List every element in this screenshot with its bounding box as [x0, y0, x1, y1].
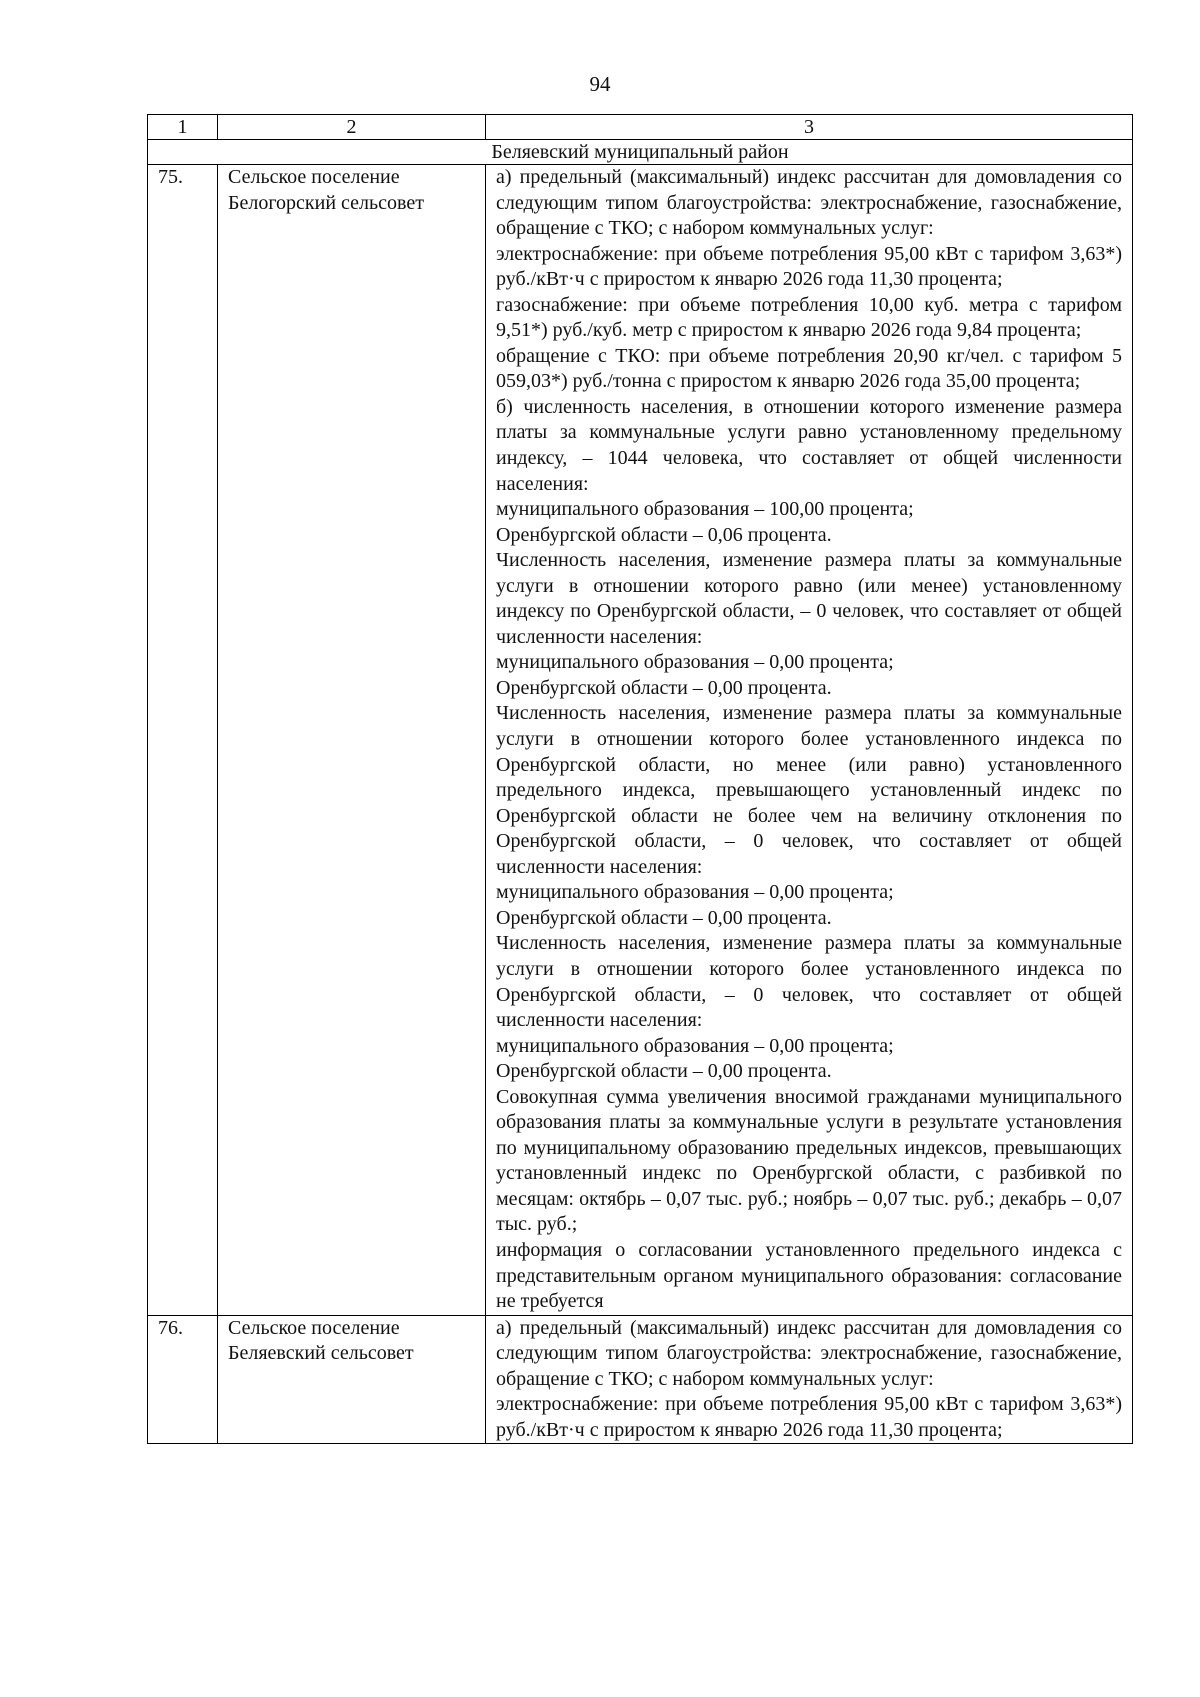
description-paragraph: а) предельный (максимальный) индекс рассчитан для домовладения со следующим типом благоустройства: электроснабжение, газоснабжение, обращение с ТКО; с набором коммунальных услуг:	[496, 1316, 1122, 1390]
header-col-1: 1	[148, 115, 218, 140]
settlement-name-line: Сельское поселение	[228, 1316, 400, 1339]
indices-table	[147, 114, 1133, 1444]
description-paragraph: муниципального образования – 0,00 процента;	[496, 651, 894, 674]
header-col-3: 3	[486, 115, 1133, 140]
region-title: Беляевский муниципальный район	[148, 140, 1133, 165]
description-paragraphs	[496, 1316, 1122, 1444]
description-paragraph: муниципального образования – 0,00 процента;	[496, 881, 894, 904]
description-paragraph: информация о согласовании установленного предельного индекса с представительным органом муниципального образования: согласование не требуется	[496, 1238, 1122, 1313]
description-paragraph: Численность населения, изменение размера платы за коммунальные услуги в отношении которого равно (или менее) установленному индексу по Оренбургской области, – 0 человек, что составляет от общей численности населения:	[496, 549, 1122, 648]
settlement-name	[218, 165, 486, 1316]
description-paragraph: Оренбургской области – 0,00 процента.	[496, 1060, 832, 1083]
table-row	[148, 165, 1133, 1316]
description-paragraph: газоснабжение: при объеме потребления 10,00 куб. метра с тарифом 9,51*) руб./куб. метр с приростом к январю 2026 года 9,84 процента;	[496, 293, 1122, 342]
table-row	[148, 1315, 1133, 1444]
description-paragraph: Численность населения, изменение размера платы за коммунальные услуги в отношении которого более установленного индекса по Оренбургской области, но менее (или равно) установленного предельного индекса, превышающего установленный индекс по Оренбургской области не более чем на величину отклонения по Оренбургской области, – 0 человек, что составляет от общей численности населения:	[496, 702, 1122, 878]
description-paragraph: электроснабжение: при объеме потребления 95,00 кВт с тарифом 3,63*) руб./кВт·ч с приростом к январю 2026 года 11,30 процента;	[496, 242, 1122, 291]
description-paragraph: Оренбургской области – 0,00 процента.	[496, 676, 832, 699]
settlement-name-line: Белогорский сельсовет	[228, 191, 424, 214]
description-paragraph: Совокупная сумма увеличения вносимой гражданами муниципального образования платы за коммунальные услуги в результате установления по муниципальному образованию предельных индексов, превышающих установленный индекс по Оренбургской области, с разбивкой по месяцам: октябрь – 0,07 тыс. руб.; ноябрь – 0,07 тыс. руб.; декабрь – 0,07 тыс. руб.;	[496, 1085, 1122, 1236]
region-row	[148, 140, 1133, 165]
index-description	[486, 165, 1133, 1316]
description-paragraph: электроснабжение: при объеме потребления 95,00 кВт с тарифом 3,63*) руб./кВт·ч с приростом к январю 2026 года 11,30 процента;	[496, 1393, 1122, 1441]
description-paragraph: б) численность населения, в отношении которого изменение размера платы за коммунальные услуги равно установленному предельному индексу, – 1044 человека, что составляет от общей численности населения:	[496, 395, 1122, 495]
row-number: 76.	[148, 1315, 218, 1444]
description-paragraph: Оренбургской области – 0,00 процента.	[496, 906, 832, 929]
description-paragraphs	[496, 165, 1122, 1315]
settlement-name-line: Сельское поселение	[228, 166, 400, 188]
row-number: 75.	[148, 165, 218, 1316]
page-number: 94	[589, 72, 611, 96]
settlement-name	[218, 1315, 486, 1444]
description-paragraph: обращение с ТКО: при объеме потребления 20,90 кг/чел. с тарифом 5 059,03*) руб./тонна с приростом к январю 2026 года 35,00 процента;	[496, 344, 1122, 393]
description-paragraph: а) предельный (максимальный) индекс рассчитан для домовладения со следующим типом благоустройства: электроснабжение, газоснабжение, обращение с ТКО; с набором коммунальных услуг:	[496, 166, 1122, 240]
description-paragraph: Оренбургской области – 0,06 процента.	[496, 523, 832, 546]
description-paragraph: муниципального образования – 0,00 процента;	[496, 1034, 894, 1057]
index-description	[486, 1315, 1133, 1444]
settlement-name-line: Беляевский сельсовет	[228, 1342, 414, 1365]
header-col-2: 2	[218, 115, 486, 140]
description-paragraph: муниципального образования – 100,00 процента;	[496, 498, 914, 521]
description-paragraph: Численность населения, изменение размера платы за коммунальные услуги в отношении которого более установленного индекса по Оренбургской области, – 0 человек, что составляет от общей численности населения:	[496, 932, 1122, 1032]
table-header-row	[148, 115, 1133, 140]
